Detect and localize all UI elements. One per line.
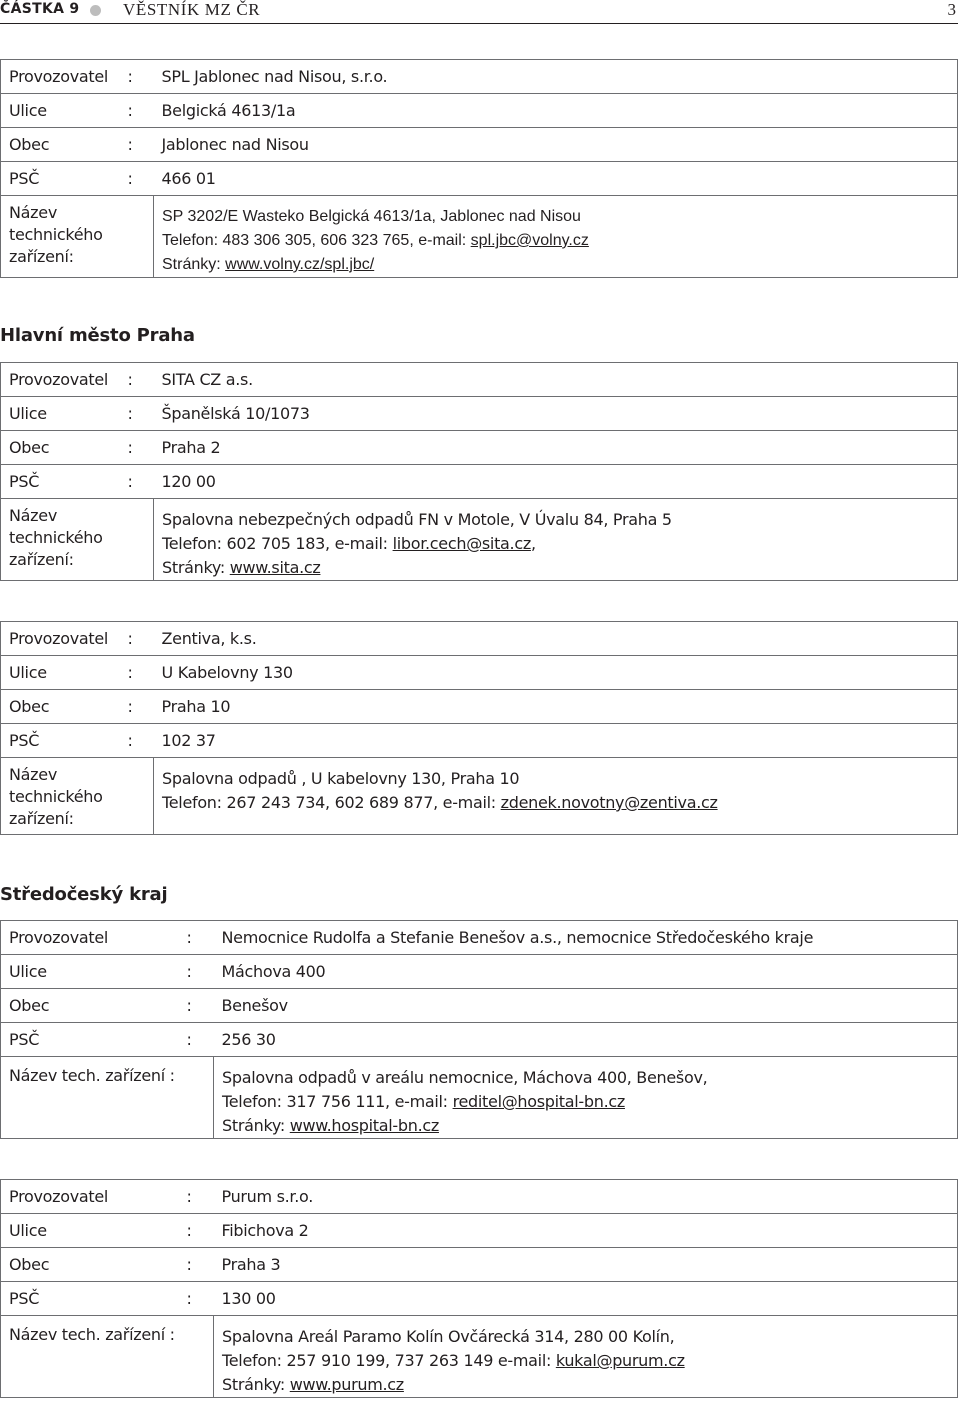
operator-table-5 — [0, 1179, 958, 1398]
zip-label: PSČ — [1, 1023, 187, 1057]
email-link[interactable]: libor.cech@sita.cz — [392, 534, 531, 553]
town-value: Praha 3 — [214, 1248, 958, 1282]
colon: : — [187, 1023, 214, 1057]
facility-value: Spalovna odpadů v areálu nemocnice, Máchova 400, Benešov, Telefon: 317 756 111, e-mail: reditel@hospital-bn.cz Stránky: www.hospital-bn.cz — [214, 1057, 958, 1139]
colon: : — [128, 60, 154, 94]
town-label: Obec — [1, 989, 187, 1023]
issue-part: ČÁSTKA 9 — [0, 1, 80, 17]
facility-name: Spalovna nebezpečných odpadů FN v Motole, V Úvalu 84, Praha 5 — [162, 510, 672, 529]
zip-label: PSČ — [1, 162, 128, 196]
operator-label: Provozovatel — [1, 1180, 187, 1214]
journal-title: VĚSTNÍK MZ ČR — [123, 0, 261, 19]
email-link[interactable]: zdenek.novotny@zentiva.cz — [500, 793, 718, 812]
region-heading-prague: Hlavní město Praha — [0, 325, 195, 346]
street-label: Ulice — [1, 1214, 187, 1248]
operator-table-4 — [0, 920, 958, 1139]
operator-value: Zentiva, k.s. — [154, 622, 958, 656]
colon: : — [187, 989, 214, 1023]
town-value: Praha 2 — [154, 431, 958, 465]
email-link[interactable]: kukal@purum.cz — [555, 1351, 685, 1370]
zip-value: 466 01 — [154, 162, 958, 196]
region-heading-central-bohemia: Středočeský kraj — [0, 884, 168, 905]
bullet-dot-icon — [90, 5, 101, 16]
street-value: Španělská 10/1073 — [154, 397, 958, 431]
town-label: Obec — [1, 1248, 187, 1282]
operator-label: Provozovatel — [1, 921, 187, 955]
town-value: Benešov — [214, 989, 958, 1023]
zip-value: 102 37 — [154, 724, 958, 758]
town-label: Obec — [1, 431, 128, 465]
web-link[interactable]: www.hospital-bn.cz — [289, 1116, 439, 1135]
colon: : — [128, 656, 154, 690]
facility-value: Spalovna odpadů , U kabelovny 130, Praha 10 Telefon: 267 243 734, 602 689 877, e-mail: zdenek.novotny@zentiva.cz — [154, 758, 958, 835]
page-number: 3 — [947, 0, 956, 19]
colon: : — [128, 397, 154, 431]
facility-value: SP 3202/E Wasteko Belgická 4613/1a, Jablonec nad Nisou Telefon: 483 306 305, 606 323 765, e-mail: spl.jbc@volny.cz Stránky: www.volny.cz/spl.jbc/ — [154, 196, 958, 278]
street-label: Ulice — [1, 397, 128, 431]
operator-table-3 — [0, 621, 958, 835]
street-value: Belgická 4613/1a — [154, 94, 958, 128]
facility-name: SP 3202/E Wasteko Belgická 4613/1a, Jablonec nad Nisou — [162, 208, 581, 225]
colon: : — [128, 128, 154, 162]
operator-label: Provozovatel — [1, 622, 128, 656]
page-header — [0, 0, 960, 24]
town-label: Obec — [1, 128, 128, 162]
facility-label: Název tech. zařízení : — [1, 1057, 214, 1139]
facility-label: Název technického zařízení: — [1, 758, 154, 835]
facility-value: Spalovna Areál Paramo Kolín Ovčárecká 314, 280 00 Kolín, Telefon: 257 910 199, 737 263 149 e-mail: kukal@purum.cz Stránky: www.purum.cz — [214, 1316, 958, 1398]
zip-label: PSČ — [1, 465, 128, 499]
colon: : — [128, 94, 154, 128]
street-label: Ulice — [1, 94, 128, 128]
operator-value: SITA CZ a.s. — [154, 363, 958, 397]
street-label: Ulice — [1, 656, 128, 690]
colon: : — [187, 1180, 214, 1214]
zip-label: PSČ — [1, 1282, 187, 1316]
colon: : — [187, 1248, 214, 1282]
operator-label: Provozovatel — [1, 363, 128, 397]
operator-value: Nemocnice Rudolfa a Stefanie Benešov a.s., nemocnice Středočeského kraje — [214, 921, 958, 955]
zip-value: 256 30 — [214, 1023, 958, 1057]
zip-value: 120 00 — [154, 465, 958, 499]
colon: : — [187, 1282, 214, 1316]
colon: : — [128, 465, 154, 499]
facility-name: Spalovna Areál Paramo Kolín Ovčárecká 314, 280 00 Kolín, — [222, 1327, 675, 1346]
colon: : — [128, 363, 154, 397]
colon: : — [128, 690, 154, 724]
web-link[interactable]: www.volny.cz/spl.jbc/ — [225, 256, 375, 273]
street-label: Ulice — [1, 955, 187, 989]
operator-table-2 — [0, 362, 958, 581]
facility-name: Spalovna odpadů v areálu nemocnice, Máchova 400, Benešov, — [222, 1068, 708, 1087]
colon: : — [128, 622, 154, 656]
town-value: Praha 10 — [154, 690, 958, 724]
email-link[interactable]: spl.jbc@volny.cz — [470, 232, 589, 249]
street-value: Fibichova 2 — [214, 1214, 958, 1248]
colon: : — [128, 162, 154, 196]
zip-value: 130 00 — [214, 1282, 958, 1316]
colon: : — [187, 955, 214, 989]
colon: : — [187, 1214, 214, 1248]
zip-label: PSČ — [1, 724, 128, 758]
facility-name: Spalovna odpadů , U kabelovny 130, Praha 10 — [162, 769, 520, 788]
email-link[interactable]: reditel@hospital-bn.cz — [452, 1092, 625, 1111]
colon: : — [128, 431, 154, 465]
colon: : — [187, 921, 214, 955]
header-rule — [0, 23, 958, 24]
facility-value: Spalovna nebezpečných odpadů FN v Motole, V Úvalu 84, Praha 5 Telefon: 602 705 183, e-mail: libor.cech@sita.cz, Stránky: www.sita.cz — [154, 499, 958, 581]
street-value: U Kabelovny 130 — [154, 656, 958, 690]
web-link[interactable]: www.sita.cz — [229, 558, 321, 577]
town-label: Obec — [1, 690, 128, 724]
operator-value: Purum s.r.o. — [214, 1180, 958, 1214]
web-link[interactable]: www.purum.cz — [289, 1375, 404, 1394]
operator-value: SPL Jablonec nad Nisou, s.r.o. — [154, 60, 958, 94]
facility-label: Název technického zařízení: — [1, 196, 154, 278]
facility-label: Název technického zařízení: — [1, 499, 154, 581]
operator-label: Provozovatel — [1, 60, 128, 94]
town-value: Jablonec nad Nisou — [154, 128, 958, 162]
operator-table-1 — [0, 59, 958, 278]
colon: : — [128, 724, 154, 758]
street-value: Máchova 400 — [214, 955, 958, 989]
facility-label: Název tech. zařízení : — [1, 1316, 214, 1398]
